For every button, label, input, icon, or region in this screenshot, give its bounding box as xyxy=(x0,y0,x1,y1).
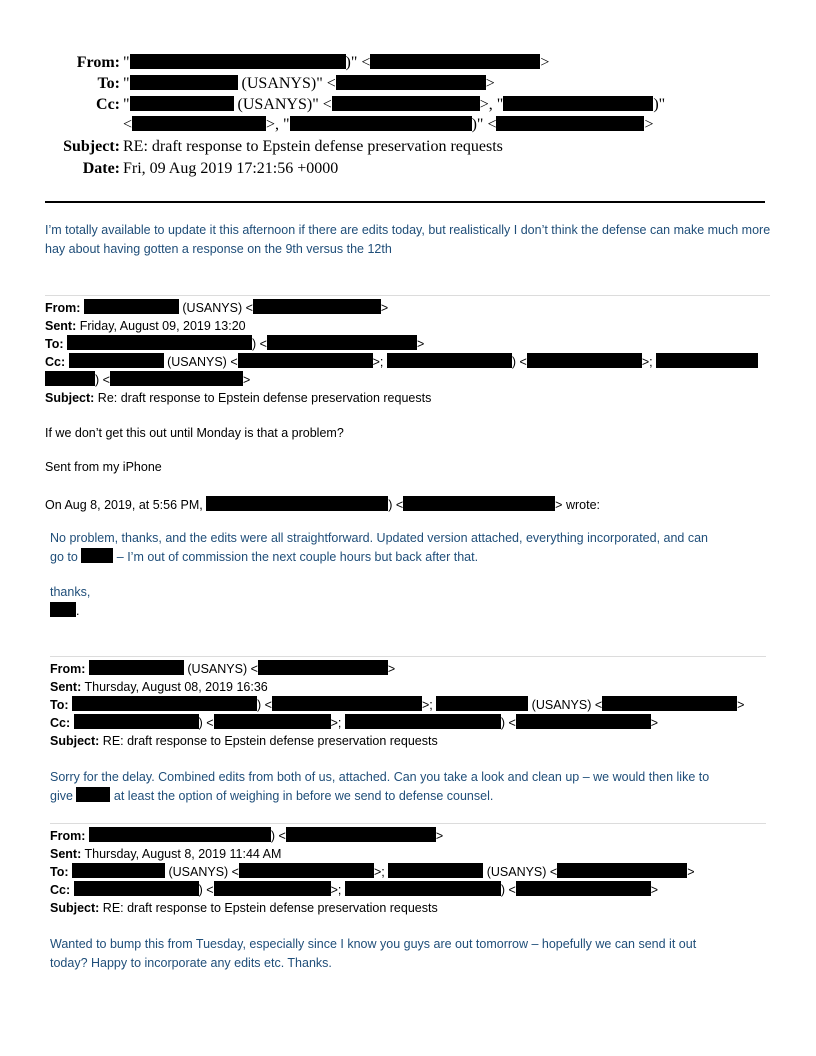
msg2-subject: Subject: RE: draft response to Epstein defense preservation requests xyxy=(50,734,438,748)
from-value: " )" < > xyxy=(123,54,550,71)
msg1-cc: Cc: (USANYS) < >; ) < >; xyxy=(45,353,758,371)
redaction xyxy=(516,881,651,896)
redaction xyxy=(214,881,331,896)
redaction xyxy=(74,714,199,729)
redaction xyxy=(72,696,257,711)
redaction xyxy=(403,496,555,511)
redaction xyxy=(286,827,436,842)
redaction xyxy=(557,863,687,878)
msg1-body: If we don’t get this out until Monday is that a problem? xyxy=(45,426,344,440)
redaction xyxy=(602,696,737,711)
redaction xyxy=(238,353,373,368)
cc-value: " (USANYS)" < >, " )" xyxy=(123,96,666,113)
msg2-cc: Cc: ) < >; ) < > xyxy=(50,716,659,730)
redaction xyxy=(290,116,472,131)
quoted1-thanks: thanks, xyxy=(50,585,91,599)
redaction xyxy=(76,787,110,802)
top-message-body: I’m totally available to update it this afternoon if there are edits today, but realistically I don’t think the defense can make much more hay about having gotten a response on the 9th versus the 12th xyxy=(45,223,771,256)
redaction xyxy=(214,714,331,729)
redaction xyxy=(67,335,252,350)
redaction xyxy=(45,371,95,386)
separator xyxy=(50,656,766,657)
msg1-from: From: (USANYS) < > xyxy=(45,301,389,315)
msg1-sent: Sent: Friday, August 09, 2019 13:20 xyxy=(45,319,246,333)
quoted1-line1: No problem, thanks, and the edits were all straightforward. Updated version attached, everything incorporated, and can xyxy=(50,531,709,545)
msg1-subject: Subject: Re: draft response to Epstein defense preservation requests xyxy=(45,391,432,405)
redaction xyxy=(272,696,422,711)
redaction xyxy=(388,863,483,878)
redaction xyxy=(345,714,501,729)
redaction xyxy=(345,881,501,896)
redaction xyxy=(74,881,199,896)
msg2-from: From: (USANYS) < > xyxy=(50,662,396,676)
redaction xyxy=(496,116,644,131)
date-label: Date: xyxy=(82,160,120,177)
msg3-body-line2: today? Happy to incorporate any edits etc. Thanks. xyxy=(50,956,332,970)
msg3-cc: Cc: ) < >; ) < > xyxy=(50,883,659,897)
to-label: To: xyxy=(97,75,120,92)
redaction xyxy=(89,660,184,675)
msg3-sent: Sent: Thursday, August 8, 2019 11:44 AM xyxy=(50,847,282,861)
redaction xyxy=(253,299,381,314)
header-divider xyxy=(45,201,765,203)
redaction xyxy=(69,353,164,368)
date-value: Fri, 09 Aug 2019 17:21:56 +0000 xyxy=(123,160,339,177)
msg1-signature: Sent from my iPhone xyxy=(45,460,162,474)
from-label: From: xyxy=(76,54,120,71)
redaction xyxy=(516,714,651,729)
cc-label: Cc: xyxy=(96,96,120,113)
redaction xyxy=(50,602,76,617)
redaction xyxy=(436,696,528,711)
redaction xyxy=(332,96,480,111)
redaction xyxy=(370,54,540,69)
msg1-cc-cont: ) < > xyxy=(45,371,250,389)
msg3-subject: Subject: RE: draft response to Epstein defense preservation requests xyxy=(50,901,438,915)
msg2-to: To: ) < >; (USANYS) < > xyxy=(50,698,745,712)
redaction xyxy=(130,96,234,111)
msg2-body-line1: Sorry for the delay. Combined edits from both of us, attached. Can you take a look and clean up – we would then like to xyxy=(50,770,710,784)
separator xyxy=(50,823,766,824)
redaction xyxy=(267,335,417,350)
subject-label: Subject: xyxy=(63,138,120,155)
msg1-attribution: On Aug 8, 2019, at 5:56 PM, ) < > wrote: xyxy=(45,498,600,512)
redaction xyxy=(110,371,243,386)
redaction xyxy=(239,863,374,878)
quoted1-line2: go to – I’m out of commission the next couple hours but back after that. xyxy=(50,550,479,564)
msg3-body-line1: Wanted to bump this from Tuesday, especially since I know you guys are out tomorrow – hopefully we can send it out xyxy=(50,937,697,951)
msg2-sent: Sent: Thursday, August 08, 2019 16:36 xyxy=(50,680,268,694)
msg2-body-line2: give at least the option of weighing in before we send to defense counsel. xyxy=(50,789,494,803)
redaction xyxy=(72,863,165,878)
msg3-from: From: ) < > xyxy=(50,829,444,843)
redaction xyxy=(84,299,179,314)
redaction xyxy=(387,353,512,368)
redaction xyxy=(206,496,388,511)
msg1-to: To: ) < > xyxy=(45,337,425,351)
to-value: " (USANYS)" < > xyxy=(123,75,495,92)
msg3-to: To: (USANYS) < >; (USANYS) < > xyxy=(50,865,695,879)
redaction xyxy=(89,827,271,842)
redaction xyxy=(130,75,238,90)
cc-value-cont: < >, " )" < > xyxy=(123,116,654,133)
redaction xyxy=(503,96,653,111)
redaction xyxy=(130,54,346,69)
redaction xyxy=(656,353,758,368)
redaction xyxy=(258,660,388,675)
redaction xyxy=(527,353,642,368)
quoted1-signoff: . xyxy=(50,602,79,618)
redaction xyxy=(132,116,266,131)
separator xyxy=(45,295,770,296)
subject-value: RE: draft response to Epstein defense preservation requests xyxy=(123,138,503,155)
redaction xyxy=(336,75,486,90)
redaction xyxy=(81,548,113,563)
